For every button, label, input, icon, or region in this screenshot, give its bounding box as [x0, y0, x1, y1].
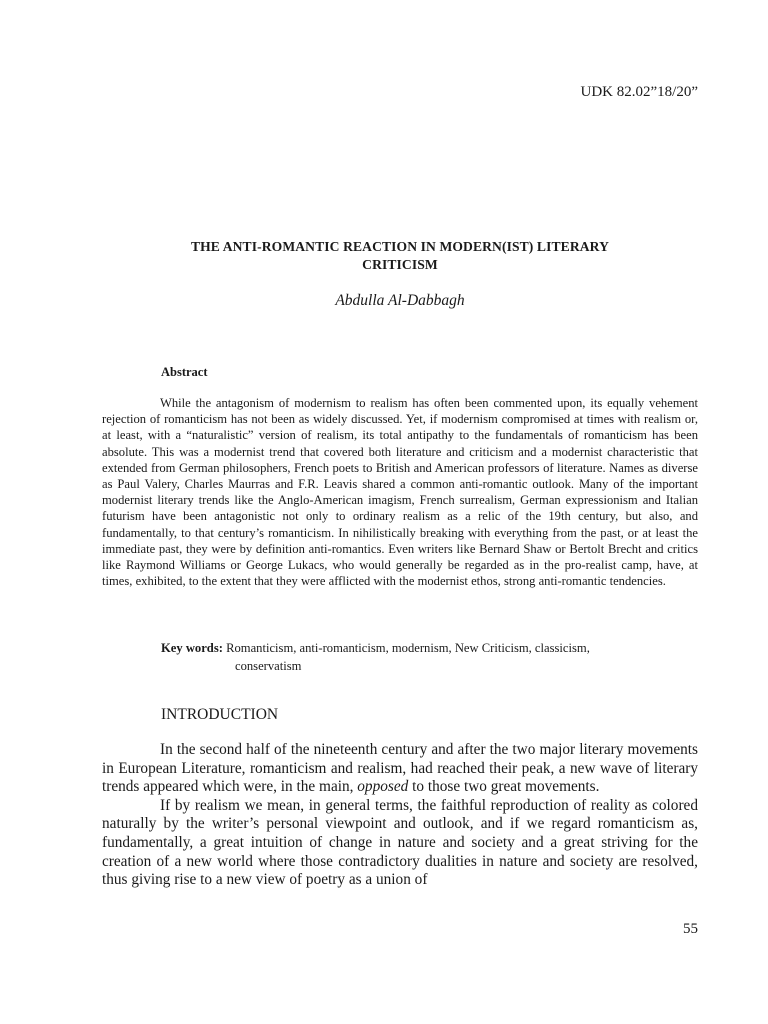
emphasis-opposed: opposed: [357, 778, 409, 796]
body-paragraph-1-start: In the second half of the nineteenth century and after the two major literary movements in European Literature, romanticism and realism, had reached their peak, a new wave of literary trends appeared which were, in the main,: [102, 741, 698, 796]
article-title-line-2: CRITICISM: [362, 257, 438, 272]
body-text: [102, 741, 698, 890]
body-paragraph-1-end: to those two great movements.: [408, 778, 600, 796]
page-number: 55: [683, 921, 698, 937]
abstract-heading: Abstract: [161, 365, 208, 379]
article-title-line-1: THE ANTI-ROMANTIC REACTION IN MODERN(IST) LITERARY: [190, 239, 610, 254]
abstract-text: While the antagonism of modernism to realism has often been commented upon, its equally vehement rejection of romanticism has not been as widely discussed. Yet, if modernism compromised at times with realism or, at least, with a “naturalistic” version of realism, its total antipathy to the fundamentals of romanticism has been absolute. This was a modernist trend that covered both literature and criticism and a modernist characteristic that extended from German philosophers, French poets to British and American professors of literature. Names as diverse as Paul Valery, Charles Maurras and F.R. Leavis shared a common anti-romantic outlook. Many of the important modernist literary trends like the Anglo-American imagism, French surrealism, German expressionism and Italian futurism have been antagonistic not only to ordinary realism as a relic of the 19th century, but also, and fundamentally, to that century’s romanticism. In nihilistically breaking with everything from the past, or at least the immediate past, they were by definition anti-romantics. Even writers like Bernard Shaw or Bertolt Brecht and critics like Raymond Williams or George Lukacs, who would generally be regarded as in the pro-realist camp, have, at times, exhibited, to the extent that they were afflicted with the modernist ethos, strong anti-romantic tendencies.: [102, 396, 698, 589]
udk-code: UDK 82.02”18/20”: [580, 84, 698, 100]
keywords: [161, 640, 681, 675]
article-title: [102, 238, 698, 274]
keywords-line-2: conservatism: [235, 658, 302, 673]
keywords-label: Key words:: [161, 641, 223, 655]
introduction-heading: INTRODUCTION: [161, 706, 279, 723]
author-name: Abdulla Al-Dabbagh: [335, 292, 465, 309]
body-paragraph-2: If by realism we mean, in general terms, the faithful reproduction of reality as colored naturally by the writer’s personal viewpoint and outlook, and if we regard romanticism as, fundamentally, a great intuition of change in nature and society and a great striving for the creation of a new world where those contradictory dualities in nature and society are resolved, thus giving rise to a new view of poetry as a union of: [102, 796, 698, 889]
keywords-line-1: Romanticism, anti-romanticism, modernism, New Criticism, classicism,: [226, 641, 590, 655]
body-paragraph-1: [102, 741, 698, 797]
